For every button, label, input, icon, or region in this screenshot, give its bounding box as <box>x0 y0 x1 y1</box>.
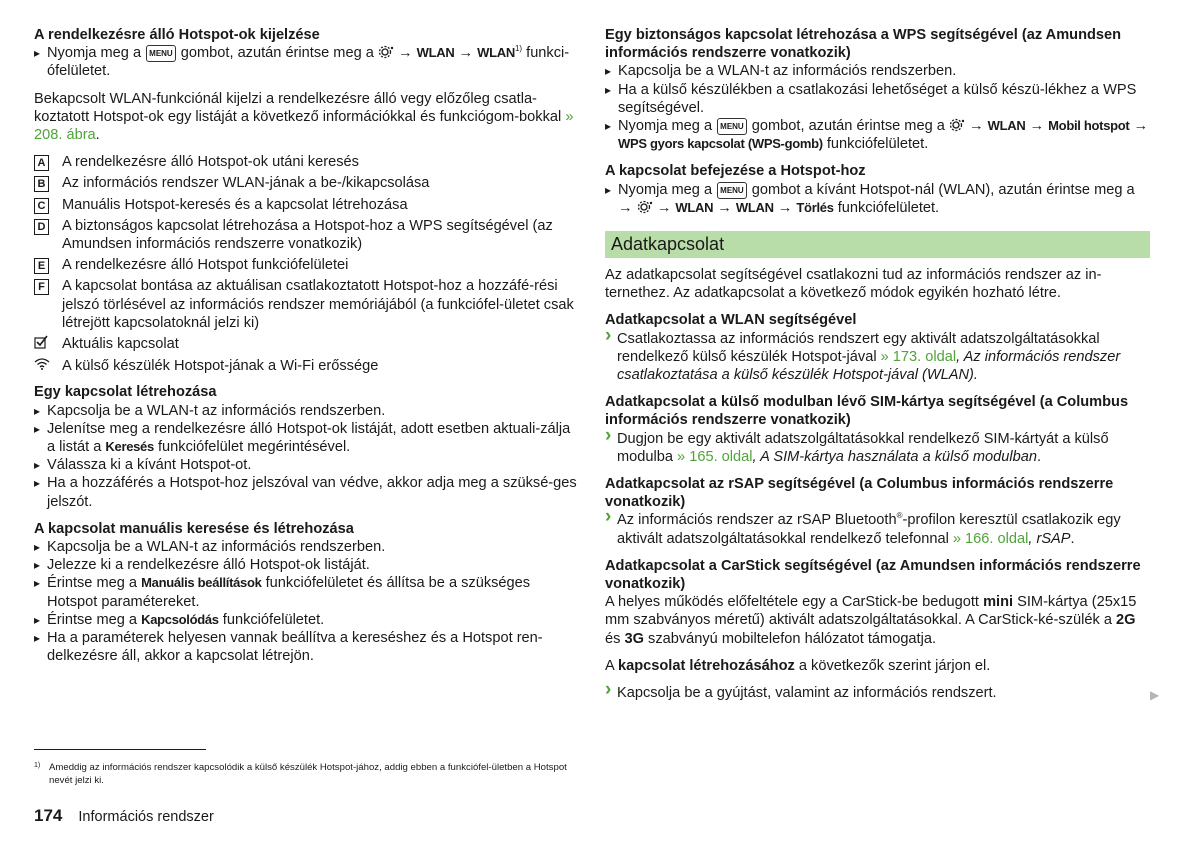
legend-text: A biztonságos kapcsolat létrehozása a Hotspot-hoz a WPS segítségével (az Amundsen információs rendszerre vonatkozik) <box>62 217 553 253</box>
paragraph-text: . <box>95 127 100 144</box>
ui-label-delete: Törlés <box>796 199 834 215</box>
footnote-number: 1) <box>34 762 41 769</box>
legend-marker-d: D <box>34 219 49 235</box>
ui-label-wlan: WLAN <box>477 45 515 61</box>
wps-step: ▸ Ha a külső készülékben a csatlakozási lehetőséget a külső készü-lékhez a WPS segítségével. <box>605 81 1150 117</box>
reference-title: , Az információs rendszer csatlakoztatása a külső készülék Hotspot-jával (WLAN). <box>617 348 1121 384</box>
paragraph-text: szabványú mobiltelefon hálózatot támogatja. <box>648 630 937 647</box>
wifi-signal-icon <box>34 357 50 370</box>
menu-key-icon: MENU <box>717 182 747 199</box>
carstick-instruction <box>605 657 1150 675</box>
carstick-description <box>605 593 1150 648</box>
create-connection-heading: Egy kapcsolat létrehozása <box>34 384 217 401</box>
step-text: funkciófelületet. <box>222 611 325 628</box>
legend-item <box>34 357 580 375</box>
ui-label-wlan: WLAN <box>735 199 774 215</box>
paragraph-text: a következők szerint járjon el. <box>798 657 991 674</box>
disconnect-heading: A kapcsolat befejezése a Hotspot-hoz <box>605 163 866 180</box>
page-footer <box>34 806 214 826</box>
wps-heading: Egy biztonságos kapcsolat létrehozása a WPS segítségével (az Amundsen információs rendszerre vonatkozik) <box>605 27 1122 62</box>
ui-label-connect: Kapcsolódás <box>141 611 219 627</box>
carstick-heading: Adatkapcsolat a CarStick segítségével (az Amundsen információs rendszerre vonatkozik) <box>605 557 1141 593</box>
wlan-data-step <box>605 330 1150 385</box>
legend-item <box>34 174 580 192</box>
arrow-glyph: → <box>618 199 633 216</box>
paragraph-text: Bekapcsolt WLAN-funkciónál kijelzi a rendelkezésre álló vegy előzőleg csatla-koztatott Hotspot-ok egy listáját a következő információkkal és funkciógom-bokkal <box>34 90 562 125</box>
legend-text: Aktuális kapcsolat <box>62 336 179 353</box>
disconnect-step <box>605 181 1150 217</box>
create-step: ▸ Kapcsolja be a WLAN-t az információs rendszerben. <box>34 402 580 420</box>
footnote-divider <box>34 749 206 750</box>
settings-gear-icon <box>378 45 394 59</box>
legend-text: A külső készülék Hotspot-jának a Wi-Fi erőssége <box>62 358 379 375</box>
step-text: . <box>1070 530 1075 547</box>
data-connection-intro: Az adatkapcsolat segítségével csatlakozni tud az információs rendszer az in-ternethez. Az adatkapcsolat a következő módok egyikén hozható létre. <box>605 267 1102 302</box>
legend-text: A kapcsolat bontása az aktuálisan csatlakoztatott Hotspot-hoz a hozzáfé-rési jelszó törlésével az információs rendszer memóriájából (a funkciófel-ületet csak létrejött kapcsolatoknál jelzi ki) <box>62 278 574 331</box>
paragraph-text: A helyes működés előfeltétele egy a CarStick-be bedugott <box>605 594 979 611</box>
step-text: . <box>1036 448 1042 465</box>
arrow-glyph: → <box>777 199 793 216</box>
step-text: Nyomja meg a <box>618 181 713 198</box>
step-text: Az információs rendszer az rSAP Bluetooth <box>617 512 897 529</box>
step-text: Érintse meg a <box>47 611 138 628</box>
wps-step <box>605 117 1150 153</box>
manual-step <box>34 574 580 610</box>
create-step <box>34 420 580 456</box>
step-text: Nyomja meg a <box>618 118 713 135</box>
page-link[interactable]: » 166. oldal <box>952 530 1029 547</box>
figure-link[interactable]: » 208. ábra <box>34 108 574 144</box>
hotspot-description <box>34 90 580 145</box>
footnote-ref: 1) <box>514 44 523 54</box>
wlan-data-heading: Adatkapcsolat a WLAN segítségével <box>605 312 857 329</box>
emphasis-text: 2G <box>1116 612 1136 629</box>
step-text: funkci-ófelületet. <box>47 45 570 80</box>
page-number: 174 <box>34 806 63 825</box>
arrow-glyph: → <box>458 45 474 62</box>
step-text: funkciófelületet. <box>837 199 940 216</box>
manual-search-heading: A kapcsolat manuális keresése és létrehozása <box>34 520 354 537</box>
sim-heading: Adatkapcsolat a külső modulban lévő SIM-kártya segítségével (a Columbus információs rendszerre vonatkozik) <box>605 394 1129 429</box>
step-text: Érintse meg a <box>47 575 138 592</box>
create-step: ▸ Válassza ki a kívánt Hotspot-ot. <box>34 456 580 474</box>
registered-mark: ® <box>896 511 903 521</box>
legend-marker-f: F <box>34 279 49 295</box>
ui-label-wlan: WLAN <box>416 45 455 61</box>
arrow-glyph: → <box>717 199 732 216</box>
legend-item <box>34 277 580 332</box>
paragraph-text: és <box>605 630 621 647</box>
legend-item <box>34 335 580 354</box>
step-text: gombot a kívánt Hotspot-nál (WLAN), azután érintse meg a <box>751 181 1135 198</box>
legend-text: A rendelkezésre álló Hotspot-ok utáni keresés <box>62 154 359 171</box>
legend-text: A rendelkezésre álló Hotspot funkciófelületei <box>62 257 349 274</box>
emphasis-text: kapcsolat létrehozásához <box>618 657 795 674</box>
wps-step: ▸ Kapcsolja be a WLAN-t az információs rendszerben. <box>605 62 1150 80</box>
legend-text: Az információs rendszer WLAN-jának a be-/kikapcsolása <box>62 175 430 192</box>
section-title-bar: Adatkapcsolat <box>605 231 1150 258</box>
ui-label-mobile-hotspot: Mobil hotspot <box>1048 118 1130 134</box>
footnote-text: Ameddig az információs rendszer kapcsolódik a külső készülék Hotspot-jához, addig ebben a funkciófel-ületben a Hotspot nevét jelzi ki. <box>49 762 567 786</box>
legend-list <box>34 153 580 375</box>
menu-key-icon: MENU <box>717 118 747 135</box>
emphasis-text: mini <box>983 594 1014 611</box>
step-text: funkciófelület megérintésével. <box>157 439 351 456</box>
legend-item <box>34 256 580 274</box>
step-text: Csatlakoztassa az információs rendszert egy aktivált adatszolgáltatásokkal rendelkező külső készülék Hotspot-jával <box>617 330 1100 365</box>
legend-text: Manuális Hotspot-keresés és a kapcsolat létrehozása <box>62 196 408 213</box>
ui-label-wps-quick-connect: WPS gyors kapcsolat (WPS-gomb) <box>618 136 823 152</box>
rsap-heading: Adatkapcsolat az rSAP segítségével (a Columbus információs rendszerre vonatkozik) <box>605 476 1114 511</box>
legend-item <box>34 153 580 171</box>
emphasis-text: 3G <box>624 630 644 647</box>
step-text: Jelenítse meg a rendelkezésre álló Hotspot-ok listáját, adott esetben aktuali-zálja a listát a <box>47 420 571 456</box>
paragraph-text: A <box>605 657 614 674</box>
step-text: gombot, azután érintse meg a <box>751 118 945 135</box>
hotspot-display-step <box>34 44 580 80</box>
arrow-glyph: → <box>1133 118 1149 135</box>
checkbox-checked-icon <box>34 335 48 349</box>
page-link[interactable]: » 173. oldal <box>880 348 957 365</box>
paragraph-text: SIM-kártya (25x15 mm szabványos méretű) aktivált adatszolgáltatásokkal. A CarStick-ké-szülék a <box>605 594 1137 629</box>
menu-key-icon: MENU <box>146 45 176 62</box>
legend-marker-b: B <box>34 176 49 192</box>
sim-step <box>605 430 1150 466</box>
manual-step <box>34 611 580 629</box>
right-column <box>605 26 1150 702</box>
left-column <box>34 26 580 666</box>
step-text: Dugjon be egy aktivált adatszolgáltatásokkal rendelkező SIM-kártyát a külső modulba <box>617 430 1109 465</box>
step-text: funkciófelületet és állítsa be a szükséges Hotspot paramétereket. <box>47 575 531 610</box>
chapter-title: Információs rendszer <box>78 809 214 825</box>
continue-arrow-icon: ▶ <box>1150 688 1160 702</box>
reference-title: , A SIM-kártya használata a külső modulban <box>752 448 1037 465</box>
step-text: funkciófelületet. <box>826 136 929 153</box>
settings-gear-icon <box>949 118 965 132</box>
ui-label-wlan: WLAN <box>675 199 714 215</box>
arrow-glyph: → <box>656 199 672 216</box>
step-text: -profilon keresztül csatlakozik egy aktivált adatszolgáltatásokkal rendelkező telefonnal <box>617 512 1121 547</box>
arrow-glyph: → <box>968 118 984 135</box>
arrow-glyph: → <box>397 45 413 62</box>
manual-step: ▸ Jelezze ki a rendelkezésre álló Hotspot-ok listáját. <box>34 556 580 574</box>
reference-title: , rSAP <box>1028 530 1071 547</box>
legend-marker-e: E <box>34 258 49 274</box>
step-text: gombot, azután érintse meg a <box>180 45 374 62</box>
ui-label-manual-settings: Manuális beállítások <box>141 575 262 591</box>
legend-item <box>34 196 580 214</box>
ui-label-search: Keresés <box>105 439 154 455</box>
legend-marker-c: C <box>34 198 49 214</box>
manual-step: ▸ Ha a paraméterek helyesen vannak beállítva a kereséshez és a Hotspot ren-delkezésre áll, akkor a kapcsolat létrejön. <box>34 629 580 665</box>
legend-item <box>34 217 580 253</box>
create-step: ▸ Ha a hozzáférés a Hotspot-hoz jelszóval van védve, akkor adja meg a szüksé-ges jelszót. <box>34 474 580 510</box>
footnote <box>34 761 580 787</box>
page-link[interactable]: » 165. oldal <box>677 448 753 465</box>
step-text: Nyomja meg a <box>47 45 142 62</box>
carstick-step: › Kapcsolja be a gyújtást, valamint az információs rendszert. <box>605 684 1150 702</box>
ui-label-wlan: WLAN <box>987 118 1026 134</box>
legend-marker-a: A <box>34 155 49 171</box>
settings-gear-icon <box>637 200 653 214</box>
hotspot-display-heading: A rendelkezésre álló Hotspot-ok kijelzése <box>34 27 320 43</box>
rsap-step <box>605 511 1150 547</box>
manual-step: ▸ Kapcsolja be a WLAN-t az információs rendszerben. <box>34 538 580 556</box>
arrow-glyph: → <box>1029 118 1045 135</box>
